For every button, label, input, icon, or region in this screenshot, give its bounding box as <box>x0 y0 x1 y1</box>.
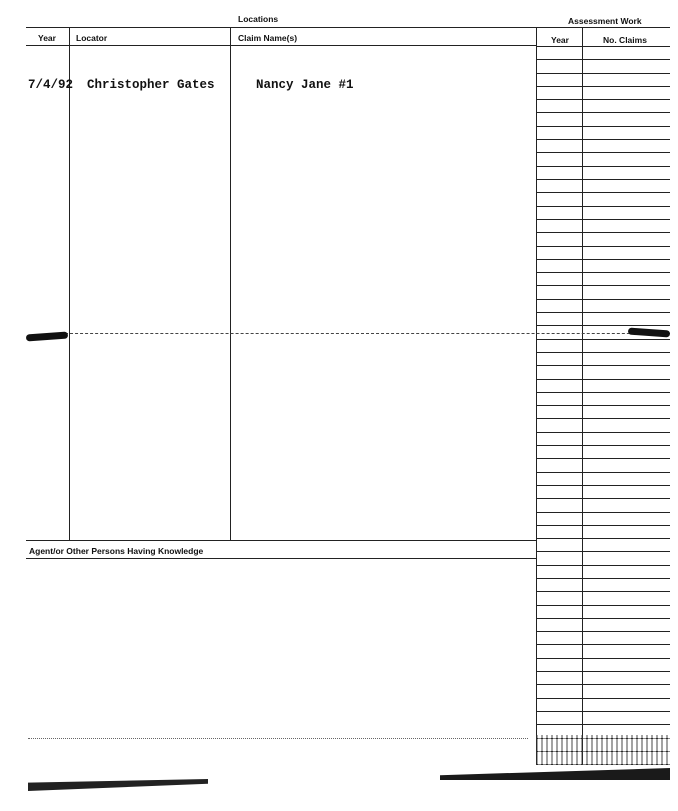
assessment-grid-row-line <box>536 112 670 113</box>
assessment-grid-row-line <box>536 246 670 247</box>
assessment-grid-row-line <box>536 538 670 539</box>
assessment-grid-row-line <box>536 73 670 74</box>
assessment-grid-row-line <box>536 339 670 340</box>
assessment-grid-row-line <box>536 126 670 127</box>
assessment-grid-row-line <box>536 219 670 220</box>
assessment-grid-row-line <box>536 644 670 645</box>
entry-locator: Christopher Gates <box>87 78 215 92</box>
assessment-grid-row-line <box>536 325 670 326</box>
locator-column-header: Locator <box>76 33 108 43</box>
assessment-grid-row-line <box>536 272 670 273</box>
bottom-right-scan-edge <box>440 768 670 780</box>
assessment-grid-row-line <box>536 232 670 233</box>
assessment-grid-row-line <box>536 551 670 552</box>
assessment-grid-row-line <box>536 206 670 207</box>
assessment-grid-row-line <box>536 591 670 592</box>
assessment-grid-row-line <box>536 259 670 260</box>
bottom-scan-edge <box>28 779 208 791</box>
locator-claim-divider <box>230 28 231 540</box>
assessment-grid-row-line <box>536 365 670 366</box>
bottom-right-noise <box>536 735 670 765</box>
year-locator-divider <box>69 28 70 540</box>
assessment-grid-row-line <box>536 86 670 87</box>
assessment-grid-row-line <box>536 684 670 685</box>
agent-section-label: Agent/or Other Persons Having Knowledge <box>29 546 204 556</box>
assessment-grid-row-line <box>536 59 670 60</box>
year-column-header: Year <box>38 33 56 43</box>
agent-section-top-rule <box>26 540 536 541</box>
assessment-grid-row-line <box>536 525 670 526</box>
assessment-grid-row-line <box>536 299 670 300</box>
assessment-grid-row-line <box>536 179 670 180</box>
header-top-rule <box>26 27 670 28</box>
left-smudge-mark <box>26 332 68 342</box>
assessment-grid-row-line <box>536 418 670 419</box>
claim-names-column-header: Claim Name(s) <box>238 33 298 43</box>
assessment-grid-row-line <box>536 379 670 380</box>
assessment-grid-row-line <box>536 631 670 632</box>
assessment-grid-row-line <box>536 46 670 47</box>
fold-line <box>60 333 670 334</box>
assessment-grid-row-line <box>536 139 670 140</box>
assessment-work-title: Assessment Work <box>568 16 642 26</box>
right-smudge-mark <box>628 328 670 338</box>
agent-section-bottom-rule <box>26 558 536 559</box>
locations-title: Locations <box>238 14 279 24</box>
assessment-grid-row-line <box>536 724 670 725</box>
entry-year: 7/4/92 <box>28 78 74 92</box>
assessment-grid-row-line <box>536 192 670 193</box>
assessment-grid-row-line <box>536 166 670 167</box>
bottom-dotted-line <box>28 738 528 739</box>
assessment-grid-row-line <box>536 432 670 433</box>
assessment-grid-row-line <box>536 671 670 672</box>
assessment-year-column-header: Year <box>551 35 569 45</box>
assessment-grid-row-line <box>536 152 670 153</box>
assessment-grid-row-line <box>536 565 670 566</box>
assessment-grid-row-line <box>536 618 670 619</box>
assessment-grid-row-line <box>536 578 670 579</box>
entry-claim-name: Nancy Jane #1 <box>256 78 354 92</box>
no-claims-column-header: No. Claims <box>603 35 647 45</box>
assessment-grid-row-line <box>536 445 670 446</box>
assessment-grid-row-line <box>536 405 670 406</box>
assessment-grid-row-line <box>536 658 670 659</box>
header-bottom-rule <box>26 45 536 46</box>
assessment-grid-row-line <box>536 392 670 393</box>
assessment-grid-row-line <box>536 458 670 459</box>
assessment-grid-row-line <box>536 498 670 499</box>
assessment-grid-row-line <box>536 512 670 513</box>
assessment-grid-row-line <box>536 605 670 606</box>
assessment-grid-row-line <box>536 285 670 286</box>
assessment-grid-row-line <box>536 99 670 100</box>
assessment-grid-row-line <box>536 485 670 486</box>
assessment-grid-row-line <box>536 698 670 699</box>
assessment-grid-row-line <box>536 352 670 353</box>
assessment-grid-row-line <box>536 472 670 473</box>
assessment-grid-row-line <box>536 312 670 313</box>
assessment-grid-row-line <box>536 711 670 712</box>
